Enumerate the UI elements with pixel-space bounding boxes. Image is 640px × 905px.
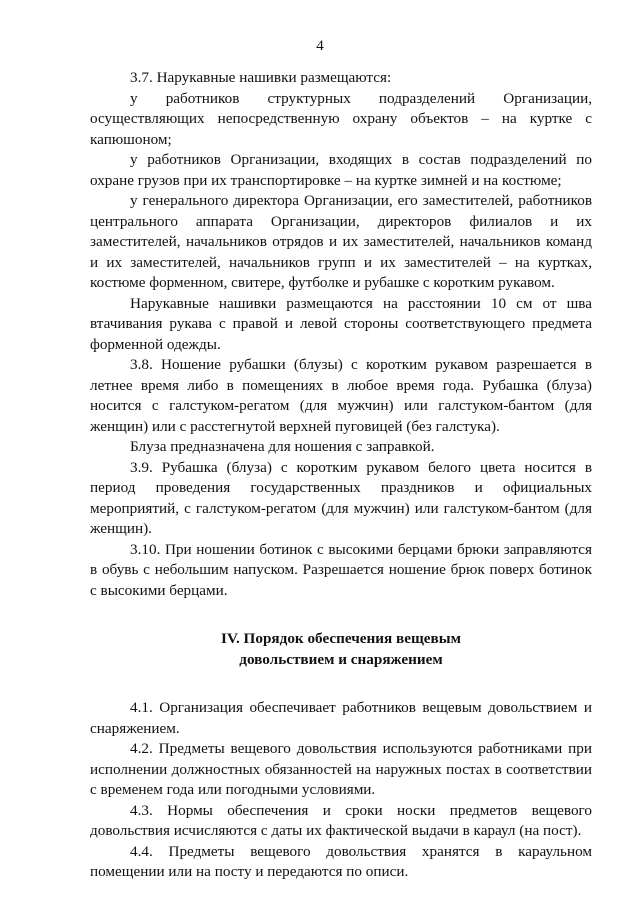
paragraph-3-7: 3.7. Нарукавные нашивки размещаются: (130, 69, 392, 86)
document-body (90, 68, 592, 883)
paragraph-4-4: 4.4. Предметы вещевого довольствия хранятся в караульном помещении или на посту и передаются по описи. (90, 842, 592, 880)
paragraph-3-8: 3.8. Ношение рубашки (блузы) с коротким рукавом разрешается в летнее время либо в помещениях в любое время года. Рубашка (блуза) носится с галстуком-регатом (для мужчин) или галстуком-бантом (для женщин) или с расстегнутой верхней пуговицей (без галстука). (90, 356, 592, 435)
section-4-heading-line2: довольствием и снаряжением (239, 650, 443, 668)
paragraph-armband-placement: Нарукавные нашивки размещаются на расстоянии 10 см от шва втачивания рукава с правой и левой стороны соответствующего предмета форменной одежды. (90, 294, 592, 353)
section-4-heading (90, 629, 592, 670)
paragraph-armband-management: у генерального директора Организации, его заместителей, работников центрального аппарата Организации, директоров филиалов и их заместителей, начальников отрядов и их заместителей, начальников команд и их заместителей, начальников групп и их заместителей – на куртках, костюме форменном, свитере, футболке и рубашке с коротким рукавом. (90, 192, 592, 291)
section-4-heading-line1: IV. Порядок обеспечения вещевым (221, 630, 461, 647)
paragraph-armband-cargo: у работников Организации, входящих в состав подразделений по охране грузов при их транспортировке – на куртке зимней и на костюме; (90, 151, 592, 189)
paragraph-3-9: 3.9. Рубашка (блуза) с коротким рукавом белого цвета носится в период проведения государственных праздников и официальных мероприятий, с галстуком-регатом (для мужчин) или галстуком-бантом (для женщин). (90, 458, 592, 537)
paragraph-armband-guards: у работников структурных подразделений Организации, осуществляющих непосредственную охрану объектов – на куртке с капюшоном; (90, 89, 592, 148)
paragraph-4-1: 4.1. Организация обеспечивает работников вещевым довольствием и снаряжением. (90, 699, 592, 737)
page-number: 4 (316, 38, 324, 54)
paragraph-blouse-tucked: Блуза предназначена для ношения с заправкой. (130, 438, 435, 455)
paragraph-3-10: 3.10. При ношении ботинок с высокими берцами брюки заправляются в обувь с небольшим напуском. Разрешается ношение брюк поверх ботинок с высокими берцами. (90, 540, 592, 599)
paragraph-4-3: 4.3. Нормы обеспечения и сроки носки предметов вещевого довольствия исчисляются с даты их фактической выдачи в караул (на пост). (90, 801, 592, 839)
paragraph-4-2: 4.2. Предметы вещевого довольствия используются работниками при исполнении должностных обязанностей на наружных постах в соответствии с временем года или погодными условиями. (90, 740, 592, 798)
